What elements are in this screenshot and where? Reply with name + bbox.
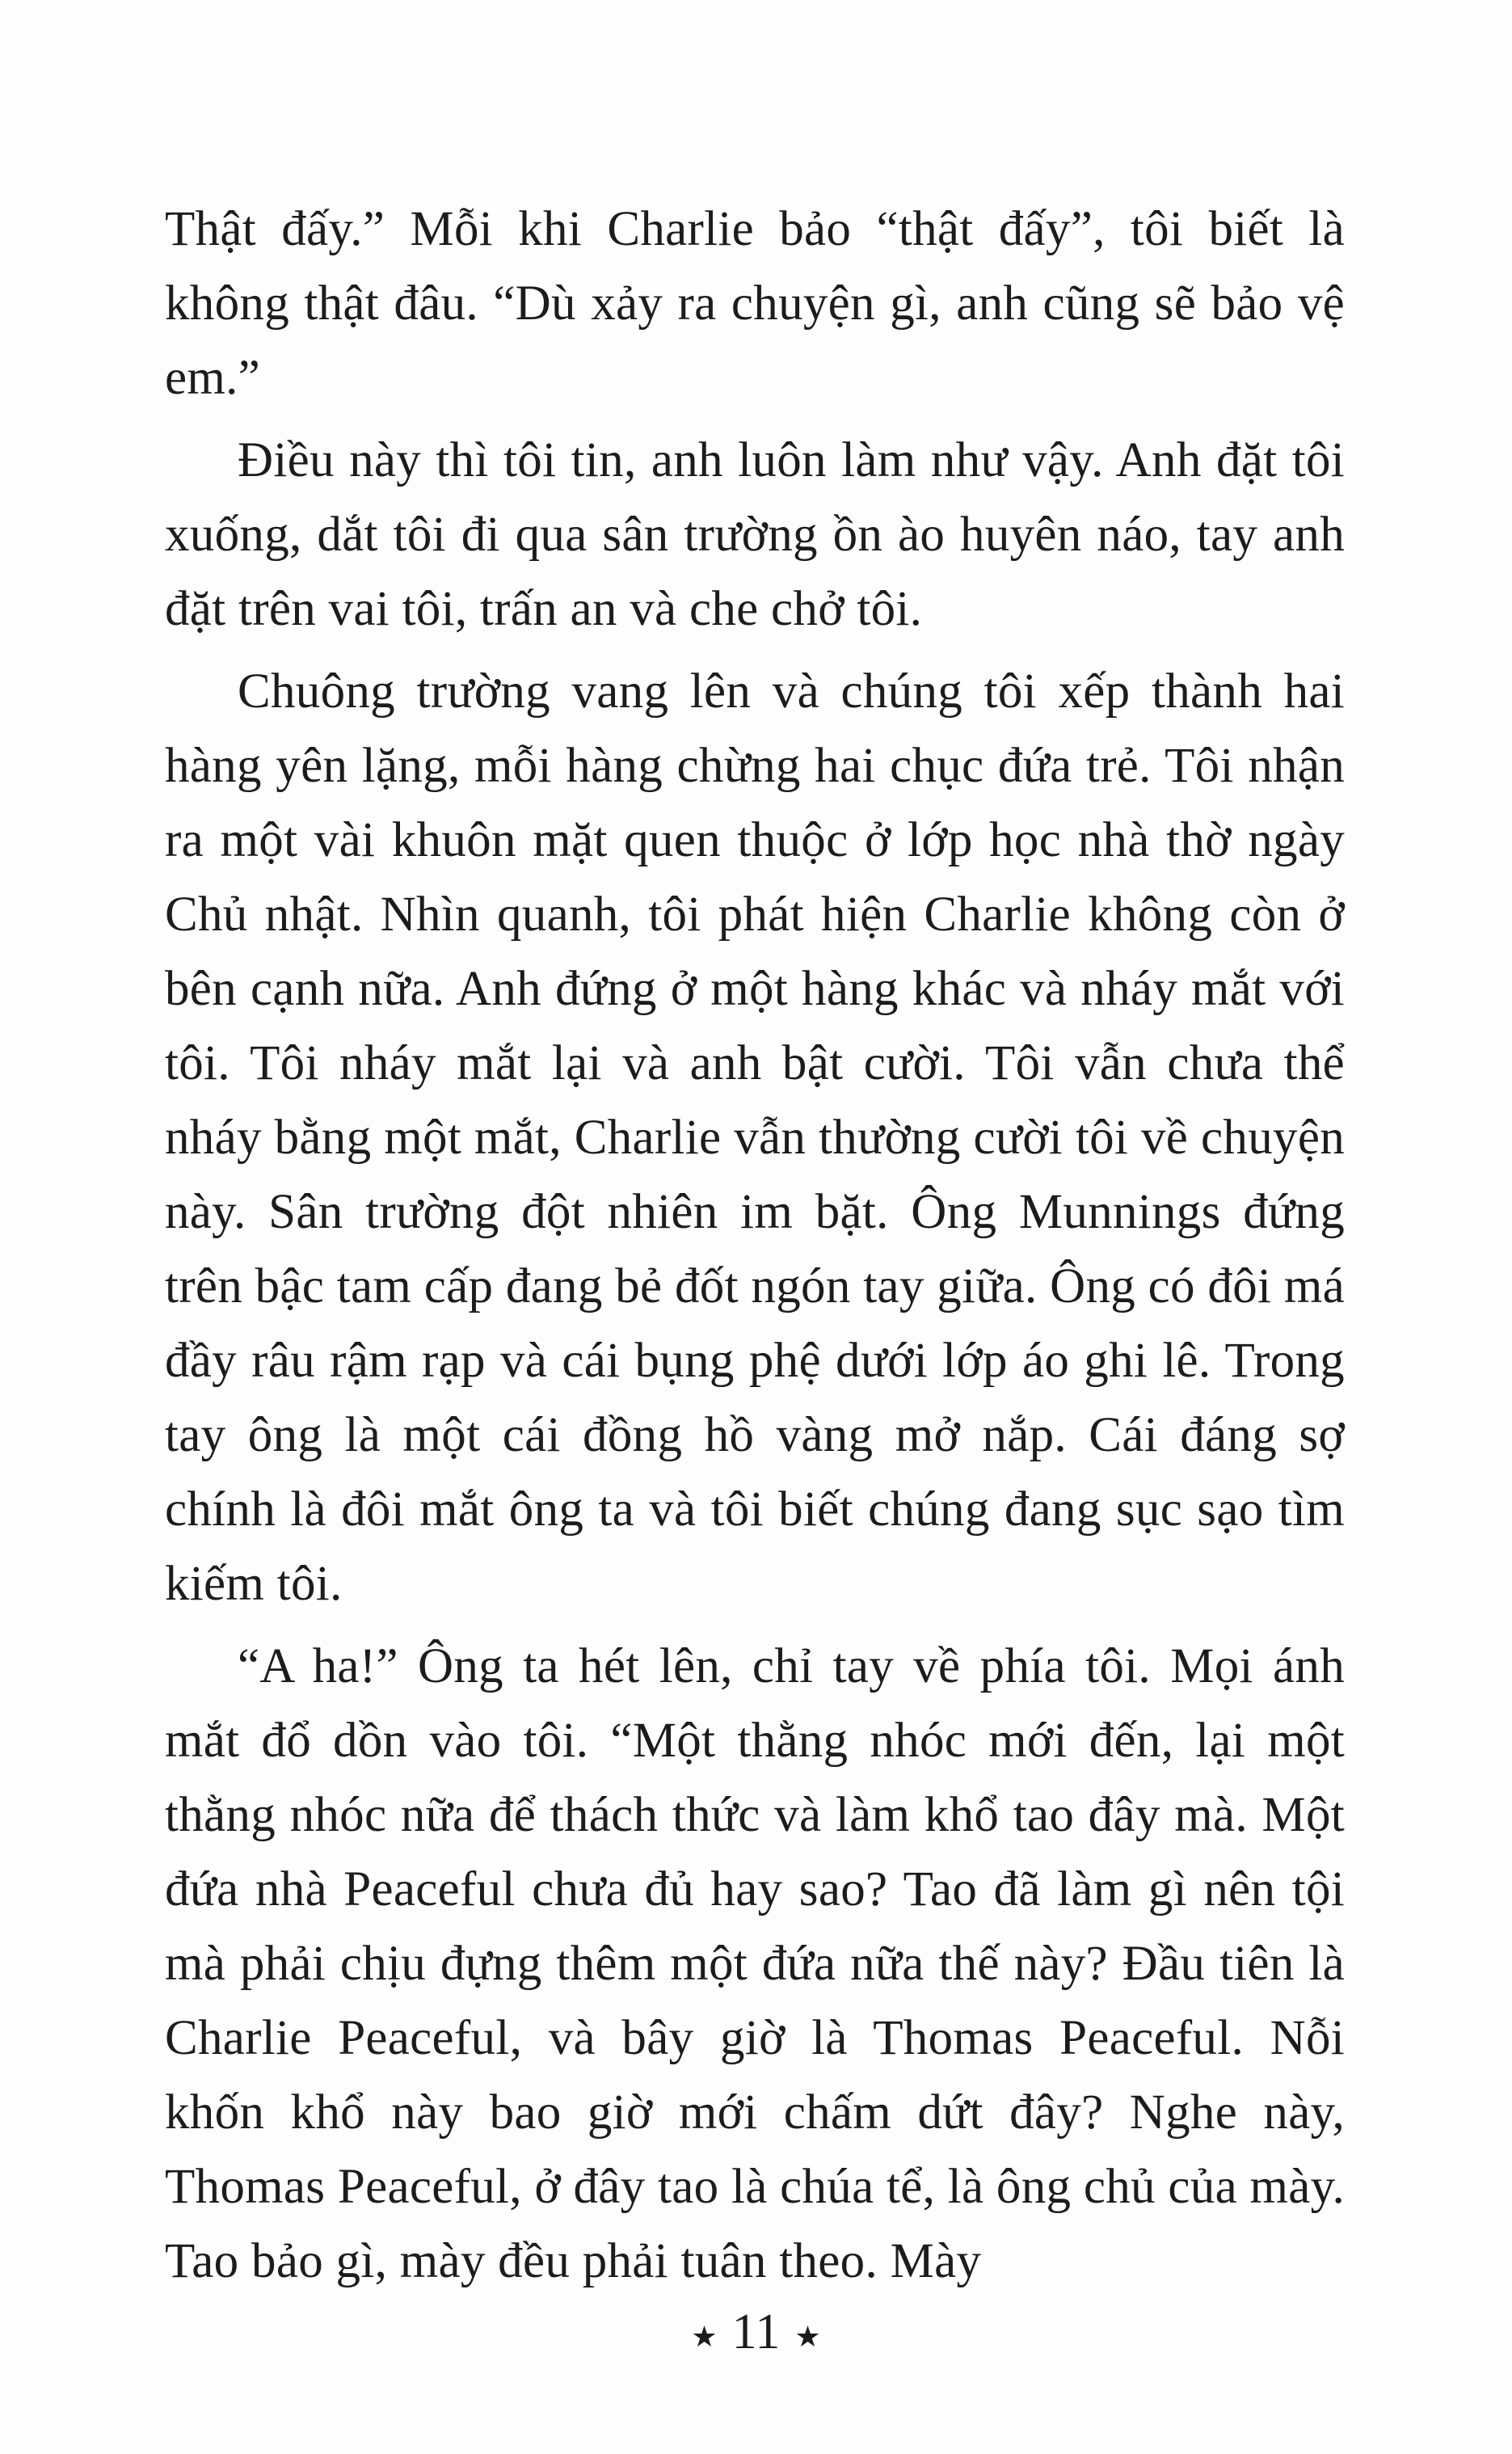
star-left-icon: ★ bbox=[691, 2320, 718, 2353]
paragraph-3: Chuông trường vang lên và chúng tôi xếp thành hai hàng yên lặng, mỗi hàng chừng hai chục đứa trẻ. Tôi nhận ra một vài khuôn mặt quen thuộc ở lớp học nhà thờ ngày Chủ nhật. Nhìn quanh, tôi phát hiện Charlie không còn ở bên cạnh nữa. Anh đứng ở một hàng khác và nháy mắt với tôi. Tôi nháy mắt lại và anh bật cười. Tôi vẫn chưa thể nháy bằng một mắt, Charlie vẫn thường cười tôi về chuyện này. Sân trường đột nhiên im bặt. Ông Munnings đứng trên bậc tam cấp đang bẻ đốt ngón tay giữa. Ông có đôi má đầy râu rậm rạp và cái bụng phệ dưới lớp áo ghi lê. Trong tay ông là một cái đồng hồ vàng mở nắp. Cái đáng sợ chính là đôi mắt ông ta và tôi biết chúng đang sục sạo tìm kiếm tôi. bbox=[165, 664, 1345, 1611]
paragraph-1: Thật đấy.” Mỗi khi Charlie bảo “thật đấy”, tôi biết là không thật đâu. “Dù xảy ra chuyện gì, anh cũng sẽ bảo vệ em.” bbox=[165, 202, 1345, 405]
star-right-icon: ★ bbox=[794, 2320, 821, 2353]
page-footer bbox=[0, 2304, 1512, 2361]
paragraph-2: Điều này thì tôi tin, anh luôn làm như vậy. Anh đặt tôi xuống, dắt tôi đi qua sân trường ồn ào huyên náo, tay anh đặt trên vai tôi, trấn an và che chở tôi. bbox=[165, 433, 1345, 636]
page-number: 11 bbox=[731, 2304, 781, 2359]
paragraph-4: “A ha!” Ông ta hét lên, chỉ tay về phía tôi. Mọi ánh mắt đổ dồn vào tôi. “Một thằng nhóc mới đến, lại một thằng nhóc nữa để thách thức và làm khổ tao đây mà. Một đứa nhà Peaceful chưa đủ hay sao? Tao đã làm gì nên tội mà phải chịu đựng thêm một đứa nữa thế này? Đầu tiên là Charlie Peaceful, và bây giờ là Thomas Peaceful. Nỗi khốn khổ này bao giờ mới chấm dứt đây? Nghe này, Thomas Peaceful, ở đây tao là chúa tể, là ông chủ của mày. Tao bảo gì, mày đều phải tuân theo. Mày bbox=[165, 1639, 1346, 2288]
body-text bbox=[165, 192, 1345, 2307]
